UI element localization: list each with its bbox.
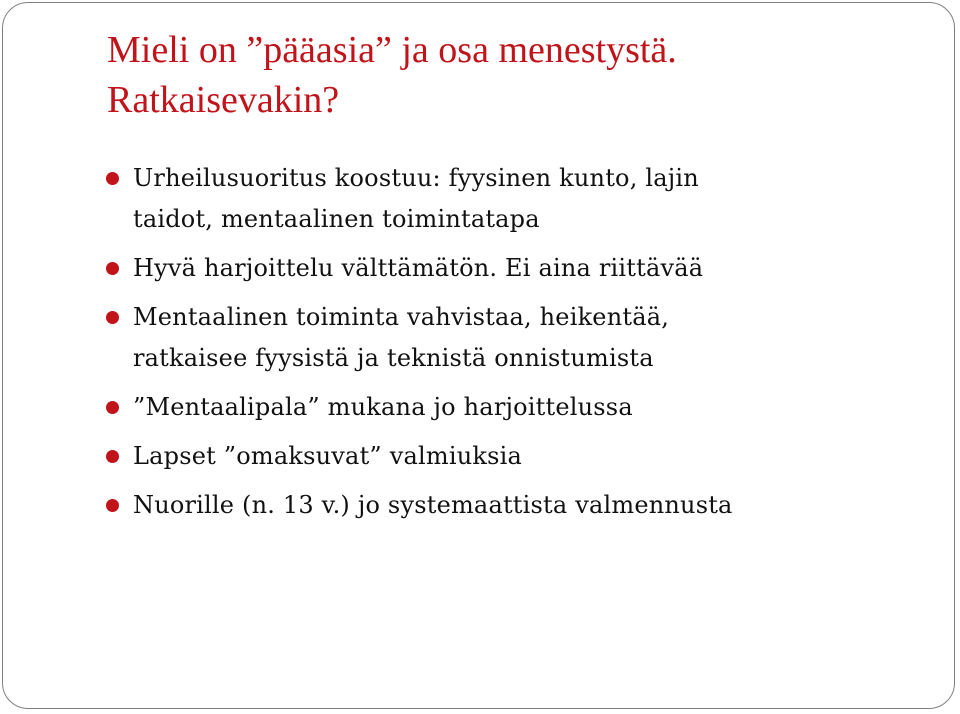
slide [2, 2, 955, 709]
bullet-text: Nuorille (n. 13 v.) jo systemaattista valmennusta [133, 491, 733, 519]
bullet-list [3, 157, 903, 527]
bullet-text: Hyvä harjoittelu välttämätön. Ei aina riittävää [133, 254, 704, 282]
bullet-text: Lapset ”omaksuvat” valmiuksia [133, 442, 522, 470]
bullet-text: taidot, mentaalinen toimintatapa [133, 205, 540, 233]
bullet-text: Urheilusuoritus koostuu: fyysinen kunto, lajin [133, 164, 699, 192]
bullet-text: ”Mentaalipala” mukana jo harjoittelussa [133, 393, 633, 421]
slide-title [107, 25, 927, 125]
bullet-item [3, 484, 903, 527]
bullet-text: Mentaalinen toiminta vahvistaa, heikentää, [133, 303, 670, 331]
title-line-1: Mieli on ”pääasia” ja osa menestystä. [107, 29, 677, 71]
bullet-item [3, 386, 903, 429]
bullet-item [3, 247, 903, 290]
bullet-dot-icon [106, 450, 119, 463]
bullet-item [3, 296, 903, 380]
bullet-dot-icon [106, 262, 119, 275]
bullet-item [3, 157, 903, 241]
bullet-dot-icon [106, 499, 119, 512]
title-line-2: Ratkaisevakin? [107, 79, 340, 121]
bullet-dot-icon [106, 172, 119, 185]
bullet-text: ratkaisee fyysistä ja teknistä onnistumista [133, 344, 654, 372]
bullet-dot-icon [106, 401, 119, 414]
bullet-item [3, 435, 903, 478]
bullet-dot-icon [106, 311, 119, 324]
